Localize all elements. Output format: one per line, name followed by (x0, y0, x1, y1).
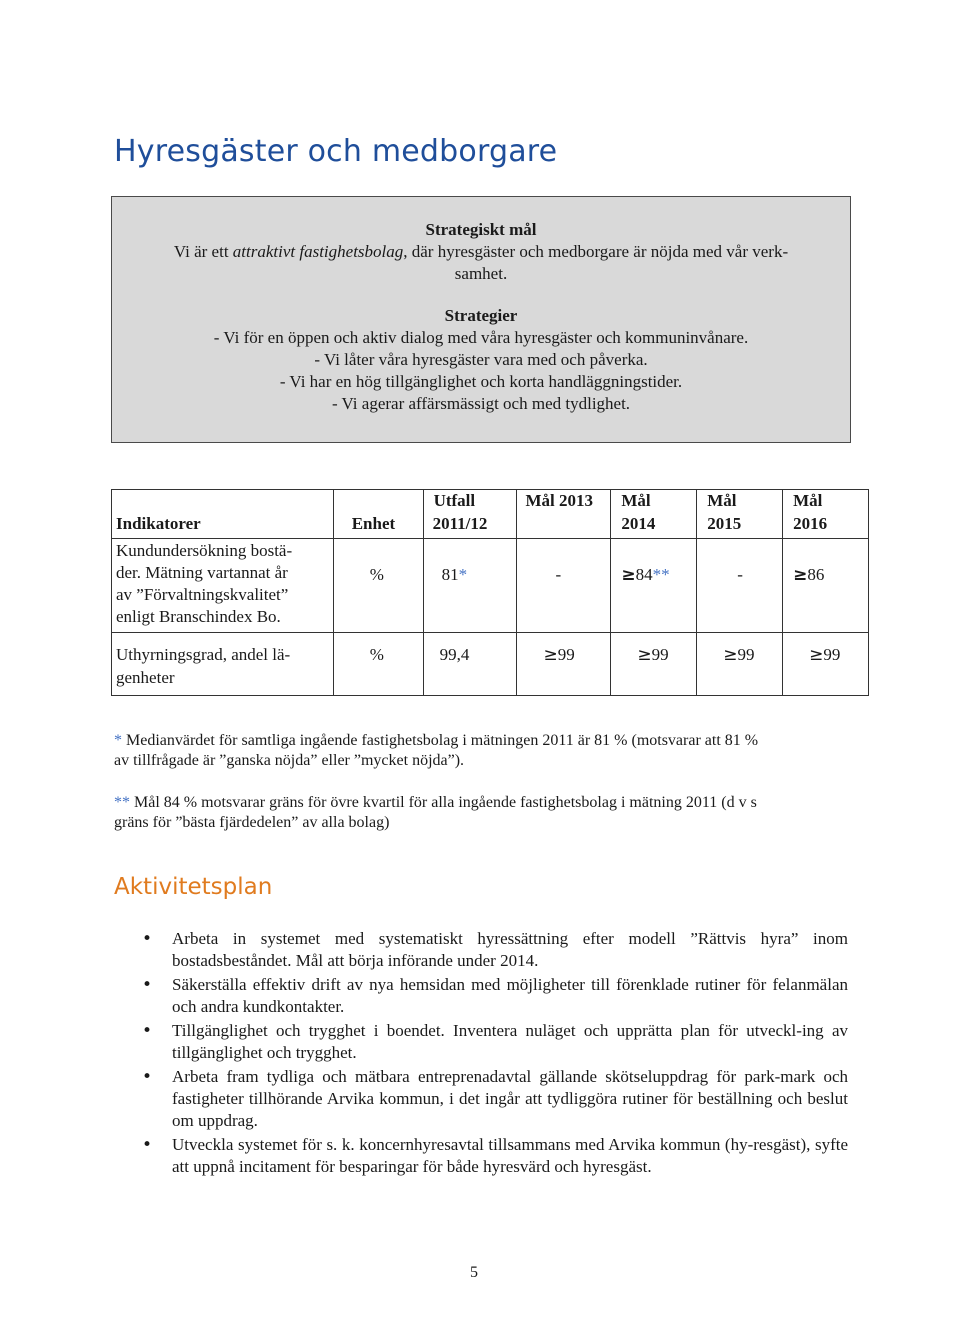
mal-2014-value: ≥84** (621, 565, 670, 585)
table-row (112, 633, 869, 696)
section-heading: Hyresgäster och medborgare (114, 134, 558, 169)
footnote-1: * Medianvärdet för samtliga ingående fastighetsbolag i mätningen 2011 är 81 % (motsvarar att 81 % av tillfrågade är ”ganska nöjda” eller ”mycket nöjda”). (114, 732, 759, 769)
strategic-goal-title: Strategiskt mål (425, 220, 537, 239)
mal-2013-value: - (555, 565, 562, 584)
list-item: • Arbeta fram tydliga och mätbara entreprenadavtal gällande skötseluppdrag för park-mark och fastigheter tillhörande Arvika kommun, i det ingår att tydliggöra rutiner för beställning och beslut om uppdrag. (142, 1067, 848, 1130)
indicator-table (111, 489, 869, 696)
strategies-title: Strategier (444, 306, 518, 325)
goal-text-c: samhet. (454, 264, 508, 283)
bullet-icon: • (142, 929, 153, 949)
strategy-item: - Vi låter våra hyresgäster vara med och påverka. (314, 350, 648, 369)
mal-2015-value: - (737, 565, 743, 584)
indicator-label: der. Mätning vartannat år (116, 563, 288, 582)
page-top-band (0, 0, 960, 58)
page-number: 5 (470, 1264, 478, 1281)
indicator-label: av ”Förvaltningskvalitet” (116, 585, 289, 604)
utfall-value: 99,4 (439, 645, 470, 664)
indicator-label: genheter (116, 668, 175, 687)
goal-text-emphasis: attraktivt fastighetsbolag (232, 242, 404, 261)
header-mal-2016: Mål 2016 (783, 490, 869, 539)
header-mal-2013: Mål 2013 (517, 490, 611, 539)
activity-heading: Aktivitetsplan (114, 874, 273, 900)
bullet-icon: • (142, 1021, 153, 1041)
utfall-value: 81* (441, 565, 468, 584)
table-row (112, 539, 869, 633)
strategy-item: - Vi har en hög tillgänglighet och korta handläggningstider. (279, 372, 683, 391)
strategy-box (111, 196, 851, 443)
goal-text-a: Vi är ett (173, 242, 233, 261)
bullet-icon: • (142, 1067, 153, 1087)
goal-text-b: , där hyresgäster och medborgare är nöjda med vår verk- (403, 242, 789, 261)
footnote-2: ** Mål 84 % motsvarar gräns för övre kvartil för alla ingående fastighetsbolag i mätning 2011 (d v s gräns för ”bästa fjärdedelen” av alla bolag) (114, 794, 757, 831)
indicator-label: enligt Branschindex Bo. (116, 607, 281, 626)
header-indikatorer: Indikatorer (112, 490, 334, 539)
mal-2013-value: ≥99 (543, 645, 575, 665)
header-enhet: Enhet (333, 490, 423, 539)
indicator-label: Kundundersökning bostä- (116, 541, 293, 560)
list-item: • Arbeta in systemet med systematiskt hyressättning efter modell ”Rättvis hyra” inom bostadsbeståndet. Mål att börja införande under 2014. (142, 929, 848, 970)
list-item: • Tillgänglighet och trygghet i boendet. Inventera nuläget och upprätta plan för utveckl-ing av tillgänglighet och trygghet. (142, 1021, 848, 1062)
unit-value: % (369, 645, 384, 664)
mal-2014-value: ≥99 (637, 645, 669, 665)
indicator-label: Uthyrningsgrad, andel lä- (116, 645, 291, 664)
unit-value: % (369, 565, 384, 584)
strategy-item: - Vi för en öppen och aktiv dialog med våra hyresgäster och kommuninvånare. (213, 328, 749, 347)
bullet-icon: • (142, 1135, 153, 1155)
header-utfall: Utfall 2011/12 (423, 490, 517, 539)
list-item: • Utveckla systemet för s. k. koncernhyresavtal tillsammans med Arvika kommun (hy-resgäst), syfte att uppnå incitament för besparingar för både hyresvärd och hyresgäst. (142, 1135, 848, 1176)
activity-list (114, 928, 848, 1180)
mal-2015-value: ≥99 (723, 645, 755, 665)
strategy-item: - Vi agerar affärsmässigt och med tydlighet. (331, 394, 631, 413)
bullet-icon: • (142, 975, 153, 995)
mal-2016-value: ≥86 (793, 565, 825, 585)
header-mal-2014: Mål 2014 (611, 490, 697, 539)
list-item: • Säkerställa effektiv drift av nya hemsidan med möjligheter till förenklade rutiner för felanmälan och andra kundkontakter. (142, 975, 848, 1016)
mal-2016-value: ≥99 (809, 645, 841, 665)
header-mal-2015: Mål 2015 (697, 490, 783, 539)
strategic-goal-text (112, 241, 850, 263)
